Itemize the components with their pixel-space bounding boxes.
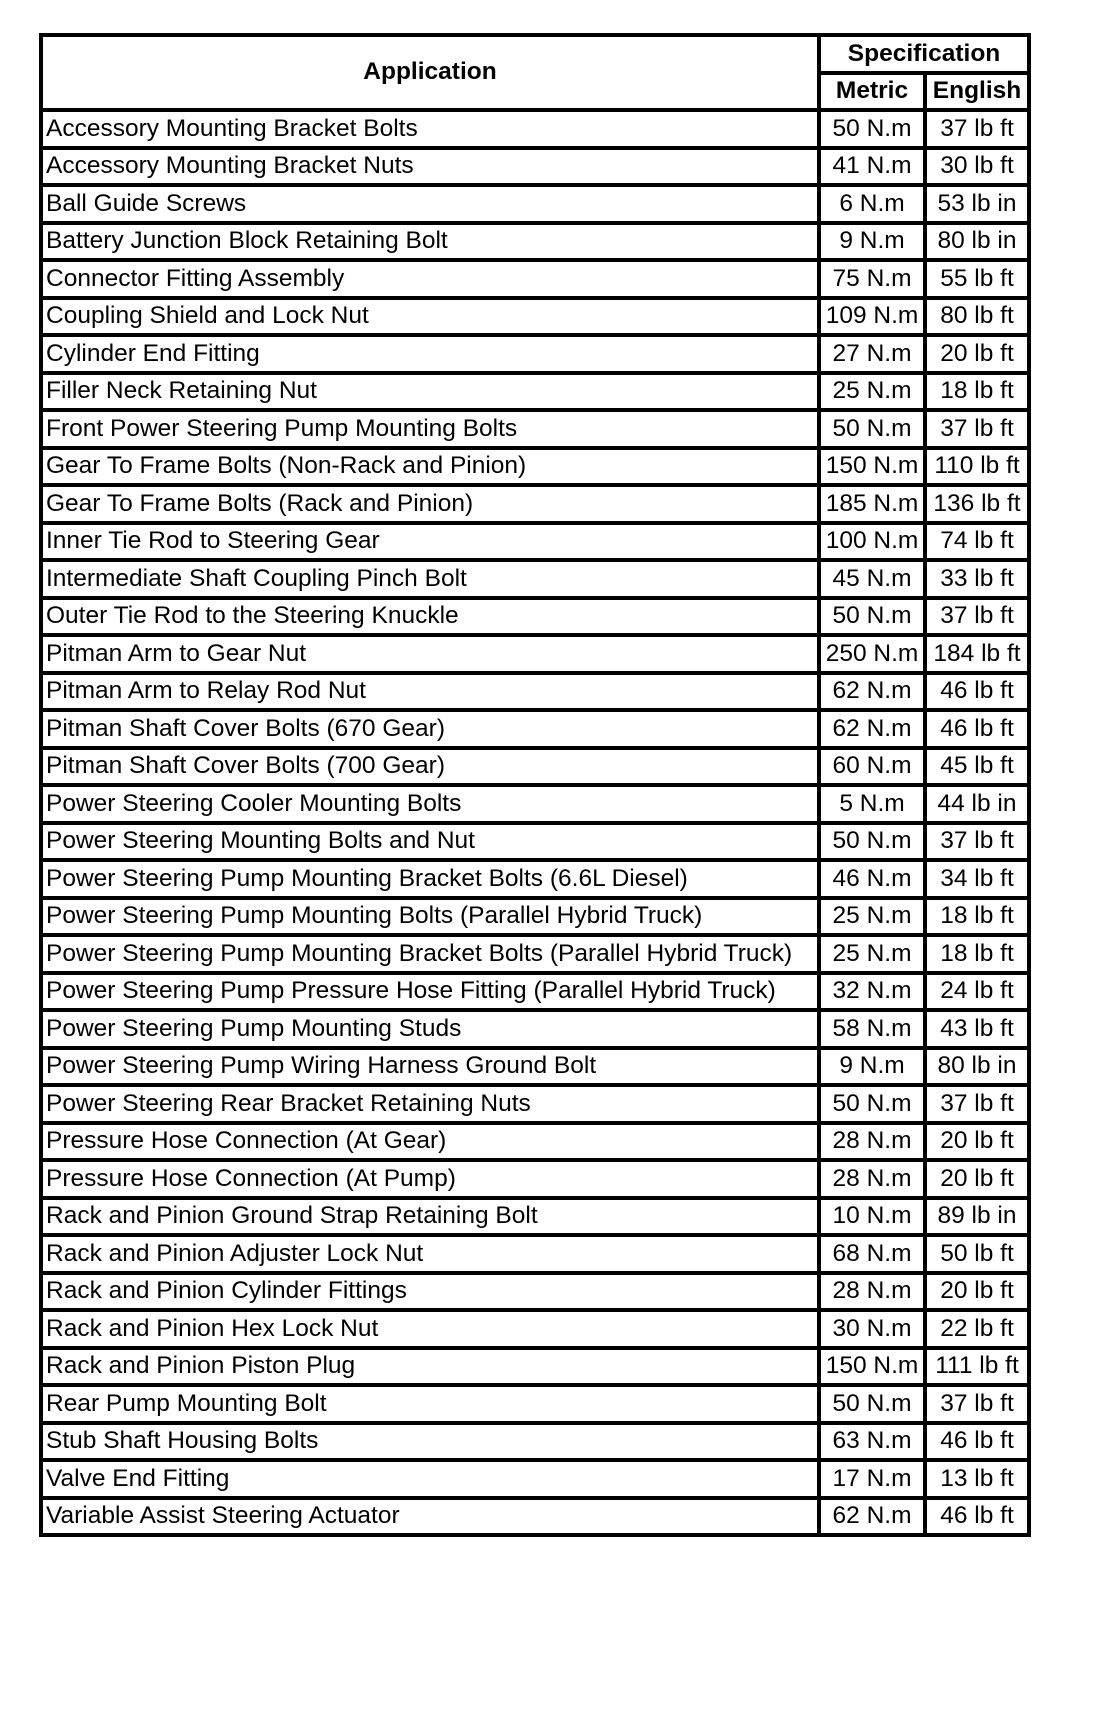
english-value-cell: 136 lb ft (925, 485, 1029, 523)
metric-value-cell: 9 N.m (819, 223, 925, 261)
english-value-cell: 50 lb ft (925, 1235, 1029, 1273)
english-value-cell: 20 lb ft (925, 335, 1029, 373)
metric-value-cell: 150 N.m (819, 1348, 925, 1386)
application-cell: Rack and Pinion Piston Plug (41, 1348, 819, 1386)
english-value-cell: 18 lb ft (925, 898, 1029, 936)
metric-value-cell: 41 N.m (819, 148, 925, 186)
application-cell: Power Steering Cooler Mounting Bolts (41, 785, 819, 823)
application-cell: Gear To Frame Bolts (Rack and Pinion) (41, 485, 819, 523)
metric-value-cell: 25 N.m (819, 898, 925, 936)
application-cell: Power Steering Pump Mounting Bracket Bolts (Parallel Hybrid Truck) (41, 935, 819, 973)
table-row (41, 110, 1029, 148)
application-cell: Rack and Pinion Adjuster Lock Nut (41, 1235, 819, 1273)
application-cell: Outer Tie Rod to the Steering Knuckle (41, 598, 819, 636)
table-body (41, 110, 1029, 1535)
metric-value-cell: 100 N.m (819, 523, 925, 561)
metric-value-cell: 25 N.m (819, 935, 925, 973)
application-header: Application (41, 35, 819, 110)
english-value-cell: 34 lb ft (925, 860, 1029, 898)
english-value-cell: 46 lb ft (925, 710, 1029, 748)
english-value-cell: 43 lb ft (925, 1010, 1029, 1048)
metric-value-cell: 45 N.m (819, 560, 925, 598)
application-cell: Pitman Shaft Cover Bolts (700 Gear) (41, 748, 819, 786)
table-row (41, 973, 1029, 1011)
fastener-specification-table (39, 33, 1031, 1537)
table-row (41, 935, 1029, 973)
table-row (41, 785, 1029, 823)
english-value-cell: 33 lb ft (925, 560, 1029, 598)
table-row (41, 335, 1029, 373)
metric-value-cell: 68 N.m (819, 1235, 925, 1273)
application-cell: Power Steering Mounting Bolts and Nut (41, 823, 819, 861)
application-cell: Rack and Pinion Cylinder Fittings (41, 1273, 819, 1311)
table-row (41, 410, 1029, 448)
metric-value-cell: 6 N.m (819, 185, 925, 223)
application-cell: Pitman Arm to Gear Nut (41, 635, 819, 673)
application-cell: Cylinder End Fitting (41, 335, 819, 373)
metric-value-cell: 50 N.m (819, 598, 925, 636)
application-cell: Rack and Pinion Hex Lock Nut (41, 1310, 819, 1348)
table-row (41, 860, 1029, 898)
metric-header: Metric (819, 73, 925, 111)
table-row (41, 485, 1029, 523)
application-cell: Battery Junction Block Retaining Bolt (41, 223, 819, 261)
table-row (41, 560, 1029, 598)
english-value-cell: 44 lb in (925, 785, 1029, 823)
english-value-cell: 24 lb ft (925, 973, 1029, 1011)
english-value-cell: 46 lb ft (925, 1498, 1029, 1536)
english-value-cell: 45 lb ft (925, 748, 1029, 786)
application-cell: Power Steering Pump Mounting Bracket Bolts (6.6L Diesel) (41, 860, 819, 898)
application-cell: Variable Assist Steering Actuator (41, 1498, 819, 1536)
english-value-cell: 18 lb ft (925, 373, 1029, 411)
metric-value-cell: 62 N.m (819, 710, 925, 748)
table-row (41, 1198, 1029, 1236)
metric-value-cell: 30 N.m (819, 1310, 925, 1348)
table-row (41, 1123, 1029, 1161)
table-row (41, 823, 1029, 861)
english-value-cell: 110 lb ft (925, 448, 1029, 486)
english-value-cell: 20 lb ft (925, 1273, 1029, 1311)
english-value-cell: 37 lb ft (925, 598, 1029, 636)
table-row (41, 1348, 1029, 1386)
metric-value-cell: 250 N.m (819, 635, 925, 673)
table-row (41, 710, 1029, 748)
english-value-cell: 111 lb ft (925, 1348, 1029, 1386)
table-row (41, 373, 1029, 411)
metric-value-cell: 75 N.m (819, 260, 925, 298)
metric-value-cell: 28 N.m (819, 1273, 925, 1311)
table-row (41, 1048, 1029, 1086)
english-value-cell: 89 lb in (925, 1198, 1029, 1236)
table-row (41, 1310, 1029, 1348)
application-cell: Pressure Hose Connection (At Pump) (41, 1160, 819, 1198)
metric-value-cell: 17 N.m (819, 1460, 925, 1498)
english-value-cell: 20 lb ft (925, 1123, 1029, 1161)
application-cell: Power Steering Pump Pressure Hose Fitting (Parallel Hybrid Truck) (41, 973, 819, 1011)
english-header: English (925, 73, 1029, 111)
english-value-cell: 37 lb ft (925, 110, 1029, 148)
english-value-cell: 30 lb ft (925, 148, 1029, 186)
english-value-cell: 46 lb ft (925, 1423, 1029, 1461)
application-cell: Pressure Hose Connection (At Gear) (41, 1123, 819, 1161)
metric-value-cell: 50 N.m (819, 1385, 925, 1423)
application-cell: Stub Shaft Housing Bolts (41, 1423, 819, 1461)
metric-value-cell: 9 N.m (819, 1048, 925, 1086)
table-row (41, 898, 1029, 936)
table-row (41, 298, 1029, 336)
metric-value-cell: 46 N.m (819, 860, 925, 898)
specification-header: Specification (819, 35, 1029, 73)
application-cell: Pitman Shaft Cover Bolts (670 Gear) (41, 710, 819, 748)
metric-value-cell: 50 N.m (819, 1085, 925, 1123)
table-row (41, 1498, 1029, 1536)
english-value-cell: 80 lb in (925, 223, 1029, 261)
metric-value-cell: 28 N.m (819, 1160, 925, 1198)
english-value-cell: 18 lb ft (925, 935, 1029, 973)
application-cell: Rack and Pinion Ground Strap Retaining Bolt (41, 1198, 819, 1236)
table-row (41, 185, 1029, 223)
application-cell: Ball Guide Screws (41, 185, 819, 223)
table-row (41, 1273, 1029, 1311)
english-value-cell: 37 lb ft (925, 1085, 1029, 1123)
metric-value-cell: 28 N.m (819, 1123, 925, 1161)
english-value-cell: 80 lb ft (925, 298, 1029, 336)
application-cell: Intermediate Shaft Coupling Pinch Bolt (41, 560, 819, 598)
application-cell: Power Steering Pump Mounting Bolts (Parallel Hybrid Truck) (41, 898, 819, 936)
english-value-cell: 37 lb ft (925, 1385, 1029, 1423)
table-row (41, 148, 1029, 186)
metric-value-cell: 50 N.m (819, 110, 925, 148)
application-cell: Rear Pump Mounting Bolt (41, 1385, 819, 1423)
table-row (41, 448, 1029, 486)
application-cell: Front Power Steering Pump Mounting Bolts (41, 410, 819, 448)
table-row (41, 1385, 1029, 1423)
application-cell: Power Steering Rear Bracket Retaining Nuts (41, 1085, 819, 1123)
metric-value-cell: 5 N.m (819, 785, 925, 823)
metric-value-cell: 185 N.m (819, 485, 925, 523)
application-cell: Power Steering Pump Mounting Studs (41, 1010, 819, 1048)
table-row (41, 1160, 1029, 1198)
metric-value-cell: 58 N.m (819, 1010, 925, 1048)
application-cell: Coupling Shield and Lock Nut (41, 298, 819, 336)
application-cell: Pitman Arm to Relay Rod Nut (41, 673, 819, 711)
application-cell: Power Steering Pump Wiring Harness Ground Bolt (41, 1048, 819, 1086)
table-row (41, 1010, 1029, 1048)
table-row (41, 598, 1029, 636)
english-value-cell: 184 lb ft (925, 635, 1029, 673)
table-row (41, 635, 1029, 673)
application-cell: Valve End Fitting (41, 1460, 819, 1498)
metric-value-cell: 62 N.m (819, 1498, 925, 1536)
metric-value-cell: 27 N.m (819, 335, 925, 373)
header-row-top (41, 35, 1029, 73)
application-cell: Accessory Mounting Bracket Bolts (41, 110, 819, 148)
english-value-cell: 80 lb in (925, 1048, 1029, 1086)
table-row (41, 523, 1029, 561)
table-row (41, 1235, 1029, 1273)
metric-value-cell: 50 N.m (819, 410, 925, 448)
application-cell: Filler Neck Retaining Nut (41, 373, 819, 411)
english-value-cell: 53 lb in (925, 185, 1029, 223)
table-row (41, 1085, 1029, 1123)
english-value-cell: 46 lb ft (925, 673, 1029, 711)
english-value-cell: 55 lb ft (925, 260, 1029, 298)
application-cell: Inner Tie Rod to Steering Gear (41, 523, 819, 561)
table-row (41, 1460, 1029, 1498)
english-value-cell: 74 lb ft (925, 523, 1029, 561)
metric-value-cell: 60 N.m (819, 748, 925, 786)
table-row (41, 1423, 1029, 1461)
metric-value-cell: 150 N.m (819, 448, 925, 486)
metric-value-cell: 25 N.m (819, 373, 925, 411)
metric-value-cell: 63 N.m (819, 1423, 925, 1461)
table-row (41, 673, 1029, 711)
metric-value-cell: 50 N.m (819, 823, 925, 861)
english-value-cell: 22 lb ft (925, 1310, 1029, 1348)
metric-value-cell: 109 N.m (819, 298, 925, 336)
application-cell: Connector Fitting Assembly (41, 260, 819, 298)
table-row (41, 223, 1029, 261)
english-value-cell: 37 lb ft (925, 410, 1029, 448)
metric-value-cell: 10 N.m (819, 1198, 925, 1236)
english-value-cell: 37 lb ft (925, 823, 1029, 861)
english-value-cell: 13 lb ft (925, 1460, 1029, 1498)
application-cell: Gear To Frame Bolts (Non-Rack and Pinion) (41, 448, 819, 486)
metric-value-cell: 62 N.m (819, 673, 925, 711)
table-row (41, 748, 1029, 786)
application-cell: Accessory Mounting Bracket Nuts (41, 148, 819, 186)
metric-value-cell: 32 N.m (819, 973, 925, 1011)
table-row (41, 260, 1029, 298)
english-value-cell: 20 lb ft (925, 1160, 1029, 1198)
